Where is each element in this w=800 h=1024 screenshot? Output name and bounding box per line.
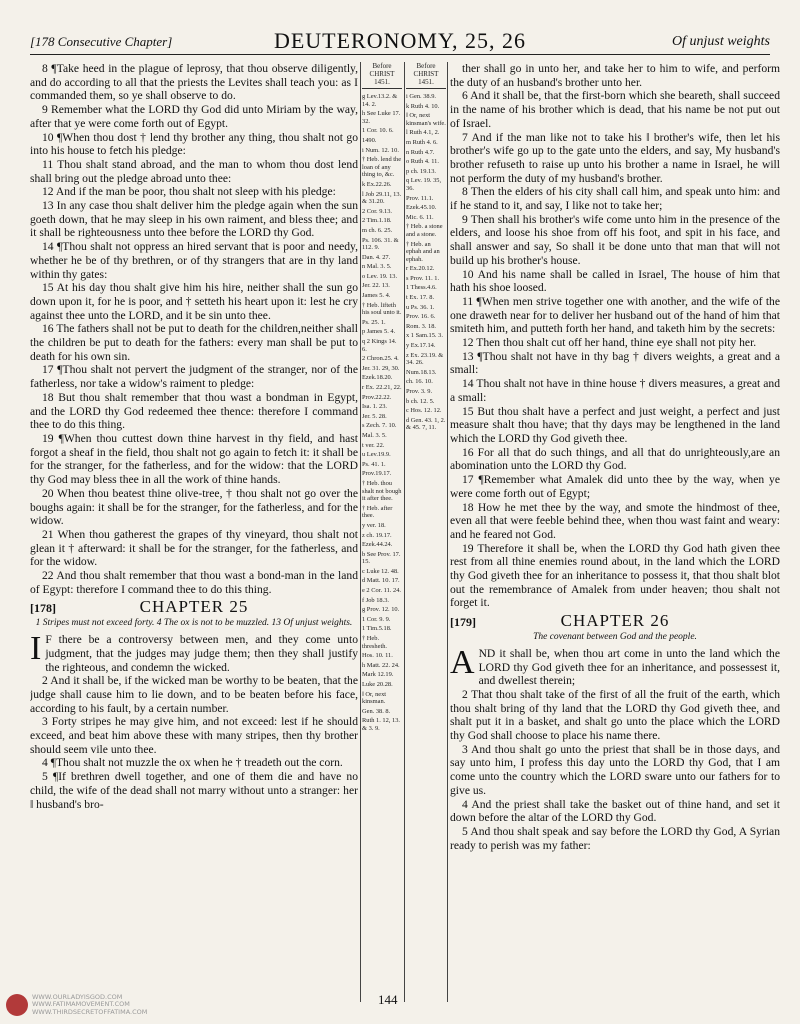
verse: 15 But thou shalt have a perfect and just weight, a perfect and just measure shalt thou have; that thy days may be lengthened in the land which the LORD thy God giveth thee.: [450, 404, 780, 445]
website-link[interactable]: WWW.FATIMAMOVEMENT.COM: [32, 1000, 130, 1008]
site-logo: [6, 994, 28, 1016]
chapter-title: CHAPTER 25: [139, 597, 249, 617]
cross-reference: h Matt. 22. 24.: [362, 661, 400, 669]
cross-reference: c Hos. 12. 12.: [406, 407, 442, 415]
cross-reference: † Heb. a stone and a stone.: [406, 223, 443, 238]
cross-reference: Prov. 3. 9.: [406, 388, 433, 395]
reference-list: [362, 93, 402, 733]
cross-reference: o Ruth 4. 11.: [406, 158, 439, 166]
column-divider: [447, 62, 448, 1002]
verse: 22 And thou shalt remember that thou wast a bond-man in the land of Egypt: therefore I command thee to do this thing.: [30, 569, 358, 596]
cross-reference: 1490.: [362, 136, 377, 144]
verse: 4 And the priest shall take the basket out of thine hand, and set it down before the altar of the LORD thy God.: [450, 797, 780, 825]
drop-cap: I: [30, 630, 42, 668]
cross-reference: Ps. 106. 31. & 112. 9.: [362, 236, 399, 252]
cross-reference: m ch. 6. 25.: [362, 226, 393, 234]
cross-reference: u Ps. 36. 1.: [406, 303, 435, 311]
cross-reference: q 2 Kings 14. 6.: [362, 338, 397, 353]
cross-reference: y ver. 18.: [362, 521, 386, 529]
cross-reference: g Prov. 12. 10.: [362, 606, 400, 614]
cross-reference: Prov.19.17.: [362, 470, 392, 478]
cross-reference: Jer. 22. 13.: [362, 282, 390, 290]
chapter25-verses: [30, 674, 358, 811]
cross-reference: Dan. 4. 27.: [362, 253, 391, 261]
cross-reference: h See Luke 17. 32.: [362, 110, 401, 125]
verse: 3 Forty stripes he may give him, and not exceed: lest if he should exceed, and beat him above these with many stripes, then thy brother should seem vile unto thee.: [30, 715, 358, 756]
cross-reference: 1 Thess.4.6.: [406, 284, 437, 292]
verse: 7 And if the man like not to take his ‖ brother's wife, then let his brother's wife go up to the gate unto the elders, and say, My husband's brother refuseth to raise up unto his brother a name in Israel, he will not perform the duty of my husband's brother.: [450, 130, 780, 185]
verse: 6 And it shall be, that the first-born which she beareth, shall succeed in the name of his brother which is dead, that his name be not put out of Israel.: [450, 89, 780, 130]
verse: 3 And thou shalt go unto the priest that shall be in those days, and say unto him, I profess this day unto the LORD thy God, that I am come unto the country which the LORD sware unto our fathers for to give us.: [450, 742, 780, 797]
cross-reference: s Prov. 11. 1.: [406, 274, 440, 282]
cross-reference: n Ruth 4.7.: [406, 148, 435, 156]
cross-reference: n Mal. 3. 5.: [362, 263, 392, 271]
verse: 15 At his day thou shalt give him his hire, neither shall the sun go down upon it, for he is poor, and † setteth his heart upon it: lest he cry against thee unto the LORD, and it be sin unto thee.: [30, 281, 358, 322]
cross-reference: z Ex. 23.19. & 34. 26.: [406, 351, 444, 367]
cross-reference: Mark 12.19.: [362, 671, 394, 679]
right-text-column: [450, 62, 780, 962]
verse: 19 ¶When thou cuttest down thine harvest in thy field, and hast forgot a sheaf in the field, thou shalt not go again to fetch it: it shall be for the stranger, for the fatherless, and for the widow: that the LORD thy God may bless thee in all the work of thine hands.: [30, 431, 358, 487]
cross-reference: q Lev. 19. 35, 36.: [406, 177, 442, 192]
margin-references-a: [362, 62, 402, 962]
before-christ-label: Before CHRIST 1451.: [406, 62, 446, 89]
verse: 16 For all that do such things, and all that do unrighteously,are an abomination unto the LORD thy God.: [450, 445, 780, 473]
cross-reference: f Job 18.3.: [362, 596, 389, 604]
cross-reference: Gen. 38. 8.: [362, 707, 391, 715]
verse: 14 ¶Thou shalt not oppress an hired servant that is poor and needy, whether he be of thy brethren, or of thy strangers that are in thy land within thy gates:: [30, 240, 358, 281]
cross-reference: c Luke 12. 48.: [362, 567, 399, 575]
chapter25-verse-1: [30, 630, 358, 674]
cross-reference: James 5. 4.: [362, 292, 391, 300]
verse: 5 And thou shalt speak and say before the LORD thy God, A Syrian ready to perish was my father:: [450, 824, 780, 852]
cross-reference: Luke 20.28.: [362, 681, 393, 688]
chapter25-continued-verses: [450, 62, 780, 610]
cross-reference: Mic. 6. 11.: [406, 213, 434, 221]
website-link[interactable]: WWW.OURLADYISGOD.COM: [32, 992, 123, 1001]
cross-reference: 1 Tim.5.18.: [362, 625, 392, 633]
cross-reference: 2 Tim.1.18.: [362, 217, 392, 225]
verse: 17 ¶Remember what Amalek did unto thee by the way, when ye were come forth out of Egypt;: [450, 473, 780, 500]
cross-reference: u Lev.19.9.: [362, 451, 391, 459]
cross-reference: t ver. 22.: [362, 441, 385, 449]
cross-reference: † Heb. thresheth.: [362, 635, 388, 650]
cross-reference: k Ruth 4. 10.: [406, 102, 440, 110]
cross-reference: † Heb. thou shalt not bough it after thee.: [362, 479, 402, 503]
chapter-number: [178]: [30, 601, 56, 616]
footer-websites: [32, 994, 147, 1017]
cross-reference: † Heb. lend the loan of any thing to, &c.: [362, 156, 402, 179]
verse: 4 ¶Thou shalt not muzzle the ox when he † treadeth out the corn.: [42, 756, 343, 770]
cross-reference: Ps. 25. 1.: [362, 318, 386, 326]
verse: 8 Then the elders of his city shall call him, and speak unto him: and if he stand to it, and say, I like not to take her;: [450, 185, 780, 213]
cross-reference: o Lev. 19. 13.: [362, 272, 398, 280]
cross-reference: Ezek.44.24.: [362, 541, 393, 549]
chapter26-heading: [450, 611, 780, 631]
chapter25-heading: [30, 597, 358, 617]
cross-reference: s Zech. 7. 10.: [362, 422, 397, 430]
verse: 8 ¶Take heed in the plague of leprosy, that thou observe diligently, and do according to all that the priests the Levites shall teach you: as I commanded them, so ye shall observe to do.: [30, 62, 358, 103]
verse: 9 Then shall his brother's wife come unto him in the presence of the elders, and loose his shoe from off his foot, and spit in his face, and shall answer and say, So shall it be done unto that man that will not build up his brother's house.: [450, 212, 780, 267]
cross-reference: Isa. 1. 23.: [362, 403, 388, 411]
cross-reference: 1 Cor. 9. 9.: [362, 615, 391, 623]
consecutive-chapter-label: [178 Consecutive Chapter]: [30, 34, 173, 49]
cross-reference: ‖ Or, next kinsman's wife.: [406, 112, 446, 127]
cross-reference: d Gen. 43. 1, 2. & 45. 7, 11.: [406, 416, 446, 432]
cross-reference: † Heb. an ephah and an ephah.: [406, 240, 440, 263]
cross-reference: † Heb. lifteth his soul unto it.: [362, 301, 402, 317]
chapter-number: [179]: [450, 615, 476, 630]
chapter-summary: The covenant between God and the people.: [533, 631, 697, 642]
verse: 5 ¶If brethren dwell together, and one of them die and have no child, the wife of the dead shall not marry without unto a stranger: her ‖ husband's bro-: [30, 770, 358, 811]
margin-references-b: [406, 62, 446, 962]
cross-reference: Jer. 31. 29, 30.: [362, 364, 400, 372]
cross-reference: Ps. 41. 1.: [362, 460, 386, 468]
cross-reference: Prov. 16. 6.: [406, 313, 436, 321]
page-number: 144: [378, 992, 398, 1007]
cross-reference: i Num. 12. 10.: [362, 146, 399, 154]
cross-reference: d Matt. 10. 17.: [362, 577, 400, 585]
cross-reference: i Gen. 38.9.: [406, 93, 436, 100]
verse: 10 ¶When thou dost † lend thy brother any thing, thou shalt not go into his house to fetch his pledge:: [30, 130, 358, 158]
cross-reference: g Lev.13.2. & 14. 2.: [362, 93, 398, 108]
cross-reference: Rom. 3. 18.: [406, 322, 437, 330]
cross-reference: p ch. 19.13.: [406, 167, 436, 175]
chapter-summary: 1 Stripes must not exceed forty. 4 The ox is not to be muzzled. 13 Of unjust weights.: [35, 618, 353, 629]
before-christ-label: Before CHRIST 1451.: [362, 62, 402, 89]
cross-reference: m Ruth 4. 6.: [406, 138, 438, 146]
cross-reference: Mal. 3. 5.: [362, 431, 387, 439]
verse: 11 ¶When men strive together one with another, and the wife of the one draweth near for to deliver her husband out of the hand of him that smiteth him, and putteth forth her hand, and taketh him by the secrets:: [450, 294, 780, 336]
cross-reference: y Ex.17.14.: [406, 342, 436, 350]
verse-text: F there be a controversy between men, and they come unto judgment, that the judges may judge them; then they shall justify the righteous, and condemn the wicked.: [45, 633, 358, 674]
cross-reference: 2 Chron.25. 4.: [362, 355, 399, 363]
cross-reference: z ch. 19.17.: [362, 531, 392, 539]
verse: 16 The fathers shall not be put to death for the children,neither shall the children be put to death for the fathers: every man shall be put to death for his own sin.: [30, 322, 358, 363]
cross-reference: b See Prov. 17. 15.: [362, 550, 401, 566]
verse: 2 And it shall be, if the wicked man be worthy to be beaten, that the judge shall cause him to lie down, and to be beaten before his face, according to his fault, by a certain number.: [30, 674, 358, 715]
cross-reference: ch. 16. 10.: [406, 378, 433, 386]
cross-reference: r Ex.20.12.: [406, 265, 435, 273]
verse: 11 Thou shalt stand abroad, and the man to whom thou dost lend shall bring out the pledge abroad unto thee:: [30, 157, 358, 185]
left-text-column: [30, 62, 358, 962]
cross-reference: Prov. 11.1.: [406, 194, 434, 202]
verse: 18 How he met thee by the way, and smote the hindmost of thee, even all that were feeble behind thee, when thou wast faint and weary: and he feared not God.: [450, 500, 780, 541]
cross-reference: x 1 Sam.15. 3.: [406, 332, 443, 340]
cross-reference: l Job 29.11, 13. & 31.20.: [362, 190, 402, 206]
cross-reference: r Ex. 22.21, 22.: [362, 384, 402, 391]
reference-list: [406, 93, 446, 432]
verse: 12 And if the man be poor, thou shalt not sleep with his pledge:: [42, 185, 336, 199]
chapter26-verses: [450, 688, 780, 852]
verse: 18 But thou shalt remember that thou wast a bondman in Egypt, and the LORD thy God redeemed thee thence: therefore I command thee to do this thing.: [30, 390, 358, 432]
cross-reference: Hos. 10. 11.: [362, 652, 393, 660]
cross-reference: k Ex.22.26.: [362, 180, 392, 188]
verse: 21 When thou gatherest the grapes of thy vineyard, thou shalt not glean it † afterward: it shall be for the stranger, for the fatherless, and for the widow.: [30, 527, 358, 569]
chapter-title: CHAPTER 26: [560, 611, 670, 631]
column-divider: [404, 62, 405, 1002]
chapter26-verse-1: [450, 643, 780, 688]
cross-reference: Jer. 5. 28.: [362, 412, 387, 420]
verse: 10 And his name shall be called in Israel, The house of him that hath his shoe loosed.: [450, 267, 780, 295]
cross-reference: Ruth 1. 12, 13. & 3. 9.: [362, 717, 400, 732]
cross-reference: 1 Cor. 10. 6.: [362, 127, 394, 135]
cross-reference: Ezek.45.10.: [406, 204, 437, 212]
verse: 12 Then thou shalt cut off her hand, thine eye shall not pity her.: [462, 336, 757, 350]
chapter24-verses: [30, 62, 358, 596]
cross-reference: Num.18.13.: [406, 368, 437, 376]
verse: 13 In any case thou shalt deliver him the pledge again when the sun goeth down, that he may sleep in his own raiment, and bless thee; and it shall be righteousness unto thee before the LORD thy God.: [30, 199, 358, 240]
verse: 9 Remember what the LORD thy God did unto Miriam by the way, after that ye were come forth out of Egypt.: [30, 103, 358, 130]
page-header: [30, 28, 770, 55]
cross-reference: Prov.22.22.: [362, 393, 392, 401]
verse: 13 ¶Thou shalt not have in thy bag † divers weights, a great and a small:: [450, 349, 780, 377]
cross-reference: l Ruth 4.1, 2.: [406, 129, 440, 137]
cross-reference: Ezek.18.20.: [362, 374, 393, 382]
column-divider: [360, 62, 361, 1002]
book-title: DEUTERONOMY, 25, 26: [273, 28, 527, 53]
cross-reference: e 2 Cor. 11. 24.: [362, 587, 401, 595]
drop-cap: A: [450, 643, 475, 681]
verse-text: ND it shall be, when thou art come in unto the land which the LORD thy God giveth thee for an inheritance, and possessest it, and dwellest therein;: [478, 646, 780, 688]
verse: 2 That thou shalt take of the first of all the fruit of the earth, which thou shalt bring of thy land that the LORD thy God giveth thee, and shalt put it in a basket, and shalt go unto the place which the LORD thy God shall choose to place his name there.: [450, 687, 780, 743]
verse: 19 Therefore it shall be, when the LORD thy God hath given thee rest from all thine enemies round about, in the land which the LORD thy God giveth thee for an inheritance to possess it, that thou shalt blot out the remembrance of Amalek from under heaven; thou shalt not forget it.: [450, 541, 780, 610]
cross-reference: b ch. 12. 5.: [406, 397, 435, 405]
verse: 20 When thou beatest thine olive-tree, † thou shalt not go over the boughs again: it shall be for the stranger, for the fatherless, and for the widow.: [30, 486, 358, 528]
verse: 14 Thou shalt not have in thine house † divers measures, a great and a small:: [450, 377, 780, 404]
website-link[interactable]: WWW.THIRDSECRETOFFATIMA.COM: [32, 1007, 148, 1016]
section-title: Of unjust weights: [671, 34, 770, 49]
cross-reference: p James 5. 4.: [362, 328, 396, 336]
verse: ther shall go in unto her, and take her to him to wife, and perform the duty of an husband's brother unto her.: [450, 62, 780, 89]
cross-reference: ‖ Or, next kinsman.: [362, 690, 387, 706]
verse: 17 ¶Thou shalt not pervert the judgment of the stranger, nor of the fatherless, nor take a widow's raiment to pledge:: [30, 363, 358, 391]
cross-reference: t Ex. 17. 8.: [406, 294, 435, 302]
cross-reference: † Heb. after thee.: [362, 504, 393, 520]
cross-reference: 2 Cor. 9.13.: [362, 207, 393, 215]
